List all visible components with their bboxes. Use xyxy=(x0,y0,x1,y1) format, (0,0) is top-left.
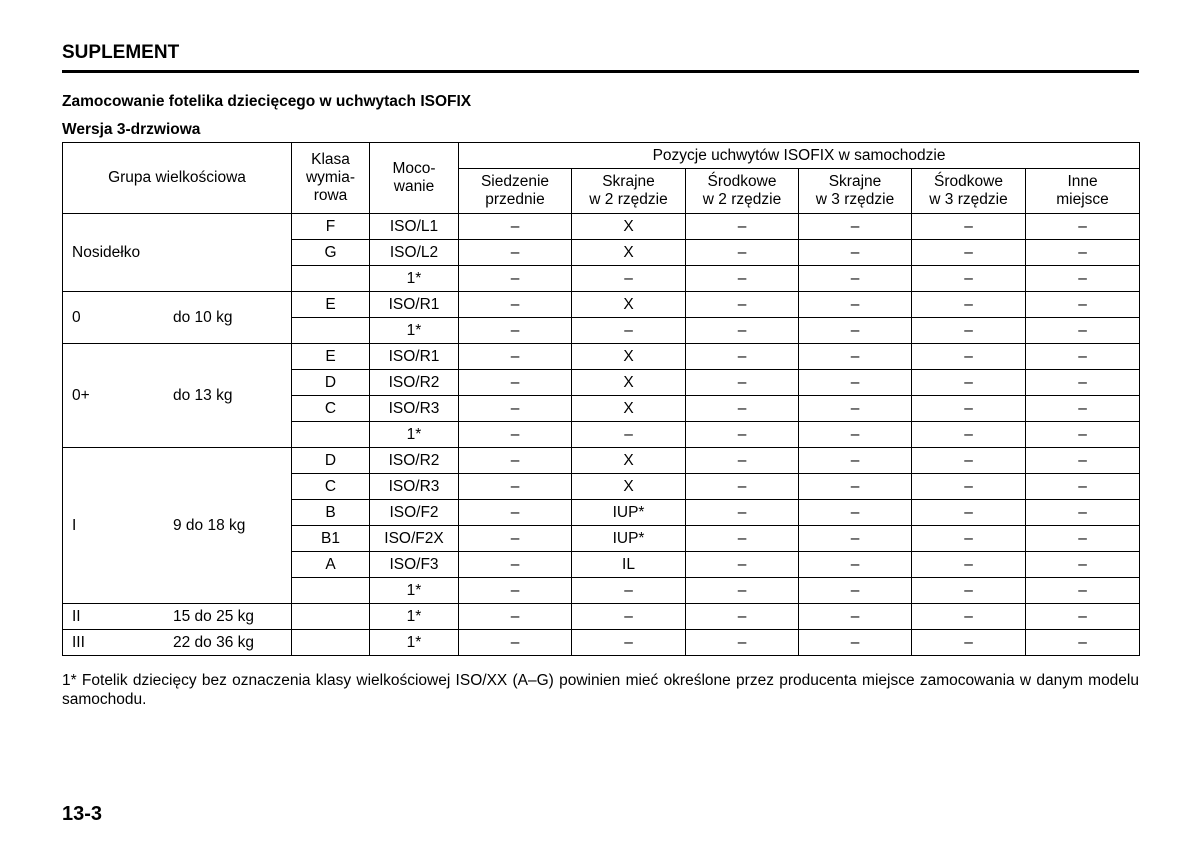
position-value-cell: – xyxy=(1026,422,1140,448)
position-value-cell: – xyxy=(686,552,799,578)
position-value-cell: – xyxy=(686,474,799,500)
position-value-cell: IL xyxy=(572,552,686,578)
group-name: I xyxy=(72,516,77,534)
position-value-cell: – xyxy=(1026,552,1140,578)
position-value-cell: X xyxy=(572,370,686,396)
header-position-line: w 2 rzędzie xyxy=(702,191,782,208)
position-value-cell: – xyxy=(1026,500,1140,526)
position-value-cell: – xyxy=(799,578,912,604)
position-value-cell: – xyxy=(1026,630,1140,656)
header-group: Grupa wielkościowa xyxy=(63,143,292,214)
version-label: Wersja 3-drzwiowa xyxy=(62,121,201,138)
table-row xyxy=(63,604,1140,630)
position-value-cell: – xyxy=(799,396,912,422)
size-class-cell: D xyxy=(292,448,370,474)
mounting-cell: 1* xyxy=(370,318,459,344)
position-value-cell: – xyxy=(912,578,1026,604)
position-value-cell: IUP* xyxy=(572,500,686,526)
position-value-cell: X xyxy=(572,214,686,240)
position-value-cell: – xyxy=(912,552,1026,578)
position-value-cell: – xyxy=(572,630,686,656)
table-row xyxy=(63,630,1140,656)
position-value-cell: – xyxy=(799,370,912,396)
position-value-cell: – xyxy=(799,266,912,292)
header-position xyxy=(459,169,572,214)
group-name: 0 xyxy=(72,308,81,326)
mounting-cell: ISO/L1 xyxy=(370,214,459,240)
position-value-cell: X xyxy=(572,292,686,318)
group-weight: do 13 kg xyxy=(173,386,233,404)
position-value-cell: – xyxy=(459,526,572,552)
position-value-cell: – xyxy=(459,266,572,292)
position-value-cell: – xyxy=(912,604,1026,630)
size-class-cell: E xyxy=(292,344,370,370)
mounting-cell: ISO/L2 xyxy=(370,240,459,266)
position-value-cell: – xyxy=(1026,474,1140,500)
position-value-cell: – xyxy=(459,630,572,656)
table-row xyxy=(63,448,1140,474)
position-value-cell: – xyxy=(572,422,686,448)
position-value-cell: – xyxy=(912,630,1026,656)
header-position-line: Środkowe xyxy=(707,173,777,190)
position-value-cell: – xyxy=(912,318,1026,344)
header-size-class-line: wymia- xyxy=(305,169,356,186)
position-value-cell: – xyxy=(799,552,912,578)
table-row xyxy=(63,214,1140,240)
header-position-line: Środkowe xyxy=(934,173,1003,190)
size-class-cell: G xyxy=(292,240,370,266)
size-class-cell: C xyxy=(292,396,370,422)
position-value-cell: X xyxy=(572,474,686,500)
position-value-cell: – xyxy=(912,370,1026,396)
position-value-cell: – xyxy=(686,630,799,656)
position-value-cell: – xyxy=(1026,266,1140,292)
group-name: III xyxy=(72,633,85,651)
position-value-cell: – xyxy=(459,344,572,370)
position-value-cell: – xyxy=(912,214,1026,240)
position-value-cell: – xyxy=(799,422,912,448)
position-value-cell: – xyxy=(799,630,912,656)
position-value-cell: – xyxy=(572,578,686,604)
header-size-class xyxy=(292,143,370,214)
footnote: 1* Fotelik dziecięcy bez oznaczenia klasy wielkościowej ISO/XX (A–G) powinien mieć określone przez producenta miejsce zamocowania w danym modelu samochodu. xyxy=(62,672,1139,708)
position-value-cell: – xyxy=(686,240,799,266)
mounting-cell: 1* xyxy=(370,578,459,604)
position-value-cell: – xyxy=(912,396,1026,422)
position-value-cell: – xyxy=(572,266,686,292)
position-value-cell: – xyxy=(459,474,572,500)
size-class-cell: B xyxy=(292,500,370,526)
position-value-cell: – xyxy=(686,344,799,370)
header-mounting-line: wanie xyxy=(393,178,435,195)
size-class-cell xyxy=(292,422,370,448)
header-position-line: Siedzenie xyxy=(480,173,550,190)
group-cell xyxy=(63,604,292,630)
table-row xyxy=(63,344,1140,370)
position-value-cell: – xyxy=(459,370,572,396)
position-value-cell: – xyxy=(799,318,912,344)
position-value-cell: – xyxy=(912,474,1026,500)
position-value-cell: – xyxy=(459,396,572,422)
position-value-cell: – xyxy=(686,422,799,448)
position-value-cell: – xyxy=(686,448,799,474)
size-class-cell: F xyxy=(292,214,370,240)
header-position xyxy=(572,169,686,214)
mounting-cell: 1* xyxy=(370,422,459,448)
position-value-cell: – xyxy=(1026,214,1140,240)
position-value-cell: – xyxy=(686,266,799,292)
size-class-cell xyxy=(292,604,370,630)
mounting-cell: ISO/F3 xyxy=(370,552,459,578)
position-value-cell: – xyxy=(912,526,1026,552)
header-position xyxy=(912,169,1026,214)
position-value-cell: – xyxy=(686,370,799,396)
position-value-cell: – xyxy=(686,214,799,240)
position-value-cell: – xyxy=(459,448,572,474)
position-value-cell: – xyxy=(912,448,1026,474)
position-value-cell: – xyxy=(912,292,1026,318)
group-cell xyxy=(63,344,292,448)
size-class-cell xyxy=(292,318,370,344)
header-position-line: w 3 rzędzie xyxy=(815,191,895,208)
group-name: 0+ xyxy=(72,386,90,404)
position-value-cell: – xyxy=(799,604,912,630)
position-value-cell: – xyxy=(1026,448,1140,474)
position-value-cell: – xyxy=(459,292,572,318)
position-value-cell: – xyxy=(799,292,912,318)
position-value-cell: – xyxy=(799,526,912,552)
size-class-cell: C xyxy=(292,474,370,500)
header-mounting xyxy=(370,143,459,214)
header-position-line: Skrajne xyxy=(602,173,655,190)
size-class-cell: B1 xyxy=(292,526,370,552)
position-value-cell: – xyxy=(686,500,799,526)
position-value-cell: – xyxy=(459,240,572,266)
group-name: Nosidełko xyxy=(72,243,141,261)
position-value-cell: – xyxy=(1026,240,1140,266)
position-value-cell: – xyxy=(912,422,1026,448)
mounting-cell: ISO/R1 xyxy=(370,344,459,370)
position-value-cell: – xyxy=(912,500,1026,526)
position-value-cell: – xyxy=(686,396,799,422)
position-value-cell: – xyxy=(912,240,1026,266)
header-mounting-line: Moco- xyxy=(392,160,436,177)
position-value-cell: – xyxy=(912,266,1026,292)
size-class-cell: E xyxy=(292,292,370,318)
table-row xyxy=(63,292,1140,318)
group-cell xyxy=(63,630,292,656)
position-value-cell: – xyxy=(1026,344,1140,370)
size-class-cell xyxy=(292,630,370,656)
size-class-cell: A xyxy=(292,552,370,578)
position-value-cell: – xyxy=(1026,604,1140,630)
header-position xyxy=(686,169,799,214)
position-value-cell: – xyxy=(1026,292,1140,318)
position-value-cell: – xyxy=(459,422,572,448)
position-value-cell: – xyxy=(799,500,912,526)
header-position-line: w 3 rzędzie xyxy=(929,191,1008,208)
position-value-cell: – xyxy=(1026,578,1140,604)
position-value-cell: – xyxy=(1026,370,1140,396)
size-class-cell xyxy=(292,578,370,604)
position-value-cell: – xyxy=(686,604,799,630)
mounting-cell: ISO/F2 xyxy=(370,500,459,526)
position-value-cell: – xyxy=(686,578,799,604)
position-value-cell: – xyxy=(459,500,572,526)
mounting-cell: ISO/R2 xyxy=(370,448,459,474)
position-value-cell: – xyxy=(799,214,912,240)
position-value-cell: X xyxy=(572,396,686,422)
header-size-class-line: Klasa xyxy=(311,151,350,168)
position-value-cell: – xyxy=(799,448,912,474)
header-position xyxy=(799,169,912,214)
mounting-cell: 1* xyxy=(370,266,459,292)
header-position-line: Skrajne xyxy=(828,173,882,190)
mounting-cell: ISO/R3 xyxy=(370,396,459,422)
header-position-line: w 2 rzędzie xyxy=(589,191,668,208)
position-value-cell: – xyxy=(459,578,572,604)
header-positions-title: Pozycje uchwytów ISOFIX w samochodzie xyxy=(459,143,1140,169)
group-weight: 22 do 36 kg xyxy=(173,633,255,651)
header-position-line: miejsce xyxy=(1056,191,1109,208)
position-value-cell: – xyxy=(459,318,572,344)
group-cell xyxy=(63,292,292,344)
group-cell xyxy=(63,214,292,292)
position-value-cell: – xyxy=(799,474,912,500)
group-weight: do 10 kg xyxy=(173,308,233,326)
position-value-cell: – xyxy=(799,240,912,266)
header-position-line: Inne xyxy=(1067,173,1098,190)
position-value-cell: – xyxy=(1026,526,1140,552)
header-position xyxy=(1026,169,1140,214)
header-size-class-line: rowa xyxy=(313,187,348,204)
mounting-cell: ISO/F2X xyxy=(370,526,459,552)
mounting-cell: ISO/R2 xyxy=(370,370,459,396)
position-value-cell: – xyxy=(686,318,799,344)
group-weight: 9 do 18 kg xyxy=(173,516,246,534)
page-subtitle: Zamocowanie fotelika dziecięcego w uchwytach ISOFIX xyxy=(62,93,472,110)
group-cell xyxy=(63,448,292,604)
position-value-cell: – xyxy=(572,318,686,344)
position-value-cell: X xyxy=(572,240,686,266)
position-value-cell: X xyxy=(572,448,686,474)
header-rule xyxy=(62,70,1139,73)
isofix-table xyxy=(62,142,1140,656)
size-class-cell xyxy=(292,266,370,292)
position-value-cell: – xyxy=(1026,318,1140,344)
group-name: II xyxy=(72,607,81,625)
mounting-cell: 1* xyxy=(370,630,459,656)
position-value-cell: – xyxy=(459,604,572,630)
position-value-cell: X xyxy=(572,344,686,370)
header-position-line: przednie xyxy=(485,191,545,208)
group-weight: 15 do 25 kg xyxy=(173,607,255,625)
position-value-cell: – xyxy=(912,344,1026,370)
position-value-cell: – xyxy=(459,552,572,578)
position-value-cell: – xyxy=(459,214,572,240)
position-value-cell: – xyxy=(686,526,799,552)
size-class-cell: D xyxy=(292,370,370,396)
mounting-cell: ISO/R3 xyxy=(370,474,459,500)
position-value-cell: – xyxy=(686,292,799,318)
position-value-cell: – xyxy=(799,344,912,370)
mounting-cell: ISO/R1 xyxy=(370,292,459,318)
position-value-cell: – xyxy=(572,604,686,630)
section-title: SUPLEMENT xyxy=(62,42,180,63)
position-value-cell: IUP* xyxy=(572,526,686,552)
mounting-cell: 1* xyxy=(370,604,459,630)
page-number: 13-3 xyxy=(62,803,103,825)
position-value-cell: – xyxy=(1026,396,1140,422)
